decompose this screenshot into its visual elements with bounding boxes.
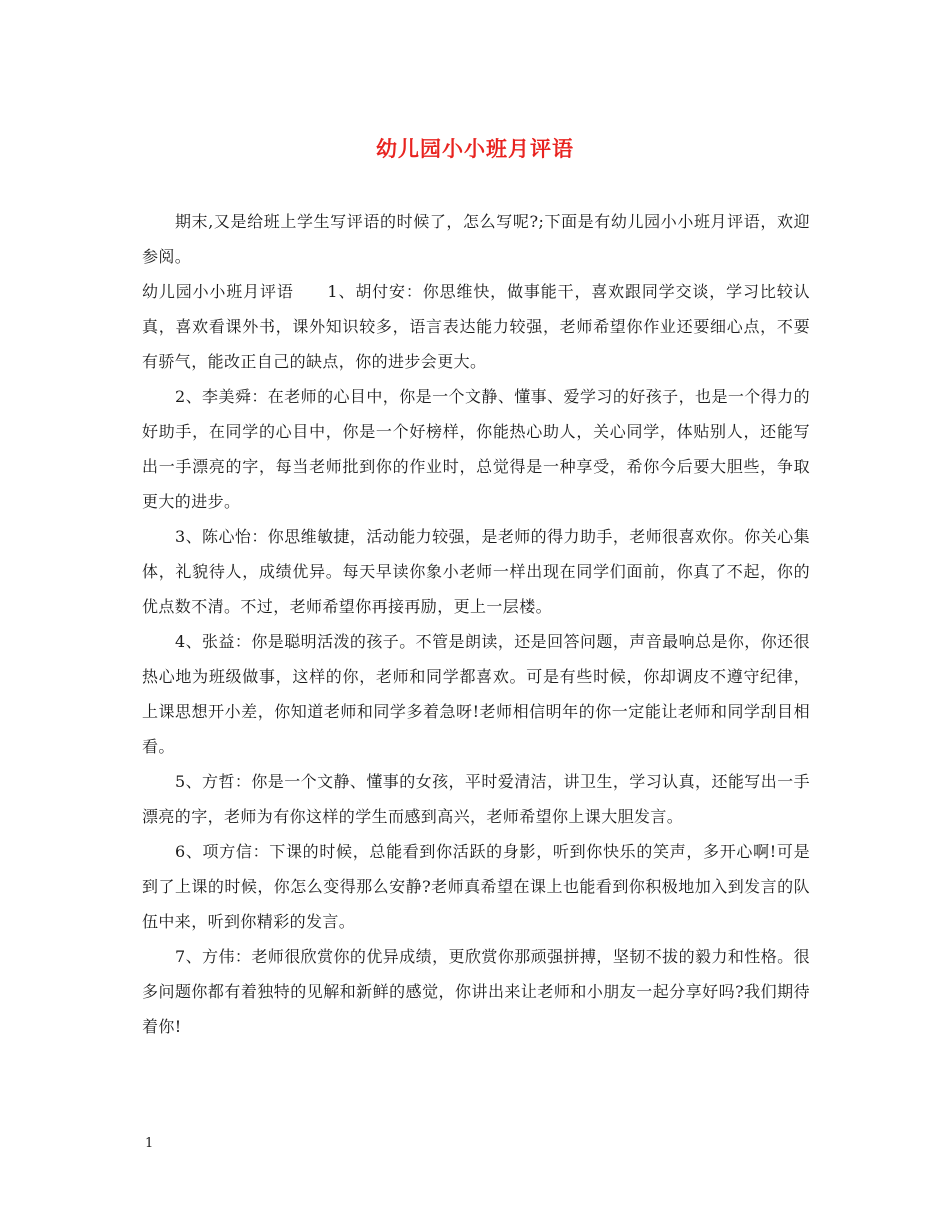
comment-paragraph-6: 6、项方信：下课的时候，总能看到你活跃的身影，听到你快乐的笑声，多开心啊!可是到了上课的时候，你怎么变得那么安静?老师真希望在课上也能看到你积极地加入到发言的队伍中来，听到你精彩的发言。 — [142, 842, 810, 931]
comment-paragraph-2: 2、李美舜：在老师的心目中，你是一个文静、懂事、爱学习的好孩子，也是一个得力的好助手，在同学的心目中，你是一个好榜样，你能热心助人，关心同学，体贴别人，还能写出一手漂亮的字，每当老师批到你的作业时，总觉得是一种享受，希你今后要大胆些，争取更大的进步。 — [142, 387, 810, 511]
document-body — [142, 204, 810, 1044]
comment-paragraph-7: 7、方伟：老师很欣赏你的优异成绩，更欣赏你那顽强拼搏，坚韧不拔的毅力和性格。很多问题你都有着独特的见解和新鲜的感觉，你讲出来让老师和小朋友一起分享好吗?我们期待着你! — [142, 947, 810, 1036]
page-number: 1 — [145, 1136, 154, 1151]
comment-paragraph-4: 4、张益：你是聪明活泼的孩子。不管是朗读，还是回答问题，声音最响总是你，你还很热心地为班级做事，这样的你，老师和同学都喜欢。可是有些时候，你却调皮不遵守纪律，上课思想开小差，你知道老师和同学多着急呀!老师相信明年的你一定能让老师和同学刮目相看。 — [142, 632, 810, 756]
intro-paragraph: 期末,又是给班上学生写评语的时候了，怎么写呢?;下面是有幼儿园小小班月评语，欢迎参阅。 — [142, 212, 810, 266]
comment-paragraph-1: 幼儿园小小班月评语 1、胡付安：你思维快，做事能干，喜欢跟同学交谈，学习比较认真，喜欢看课外书，课外知识较多，语言表达能力较强，老师希望你作业还要细心点，不要有骄气，能改正自己的缺点，你的进步会更大。 — [142, 282, 810, 371]
comment-paragraph-5: 5、方哲：你是一个文静、懂事的女孩，平时爱清洁，讲卫生，学习认真，还能写出一手漂亮的字，老师为有你这样的学生而感到高兴，老师希望你上课大胆发言。 — [142, 772, 810, 826]
document-title: 幼儿园小小班月评语 — [376, 136, 574, 161]
comment-paragraph-3: 3、陈心怡：你思维敏捷，活动能力较强，是老师的得力助手，老师很喜欢你。你关心集体，礼貌待人，成绩优异。每天早读你象小老师一样出现在同学们面前，你真了不起，你的优点数不清。不过，老师希望你再接再励，更上一层楼。 — [142, 527, 810, 616]
